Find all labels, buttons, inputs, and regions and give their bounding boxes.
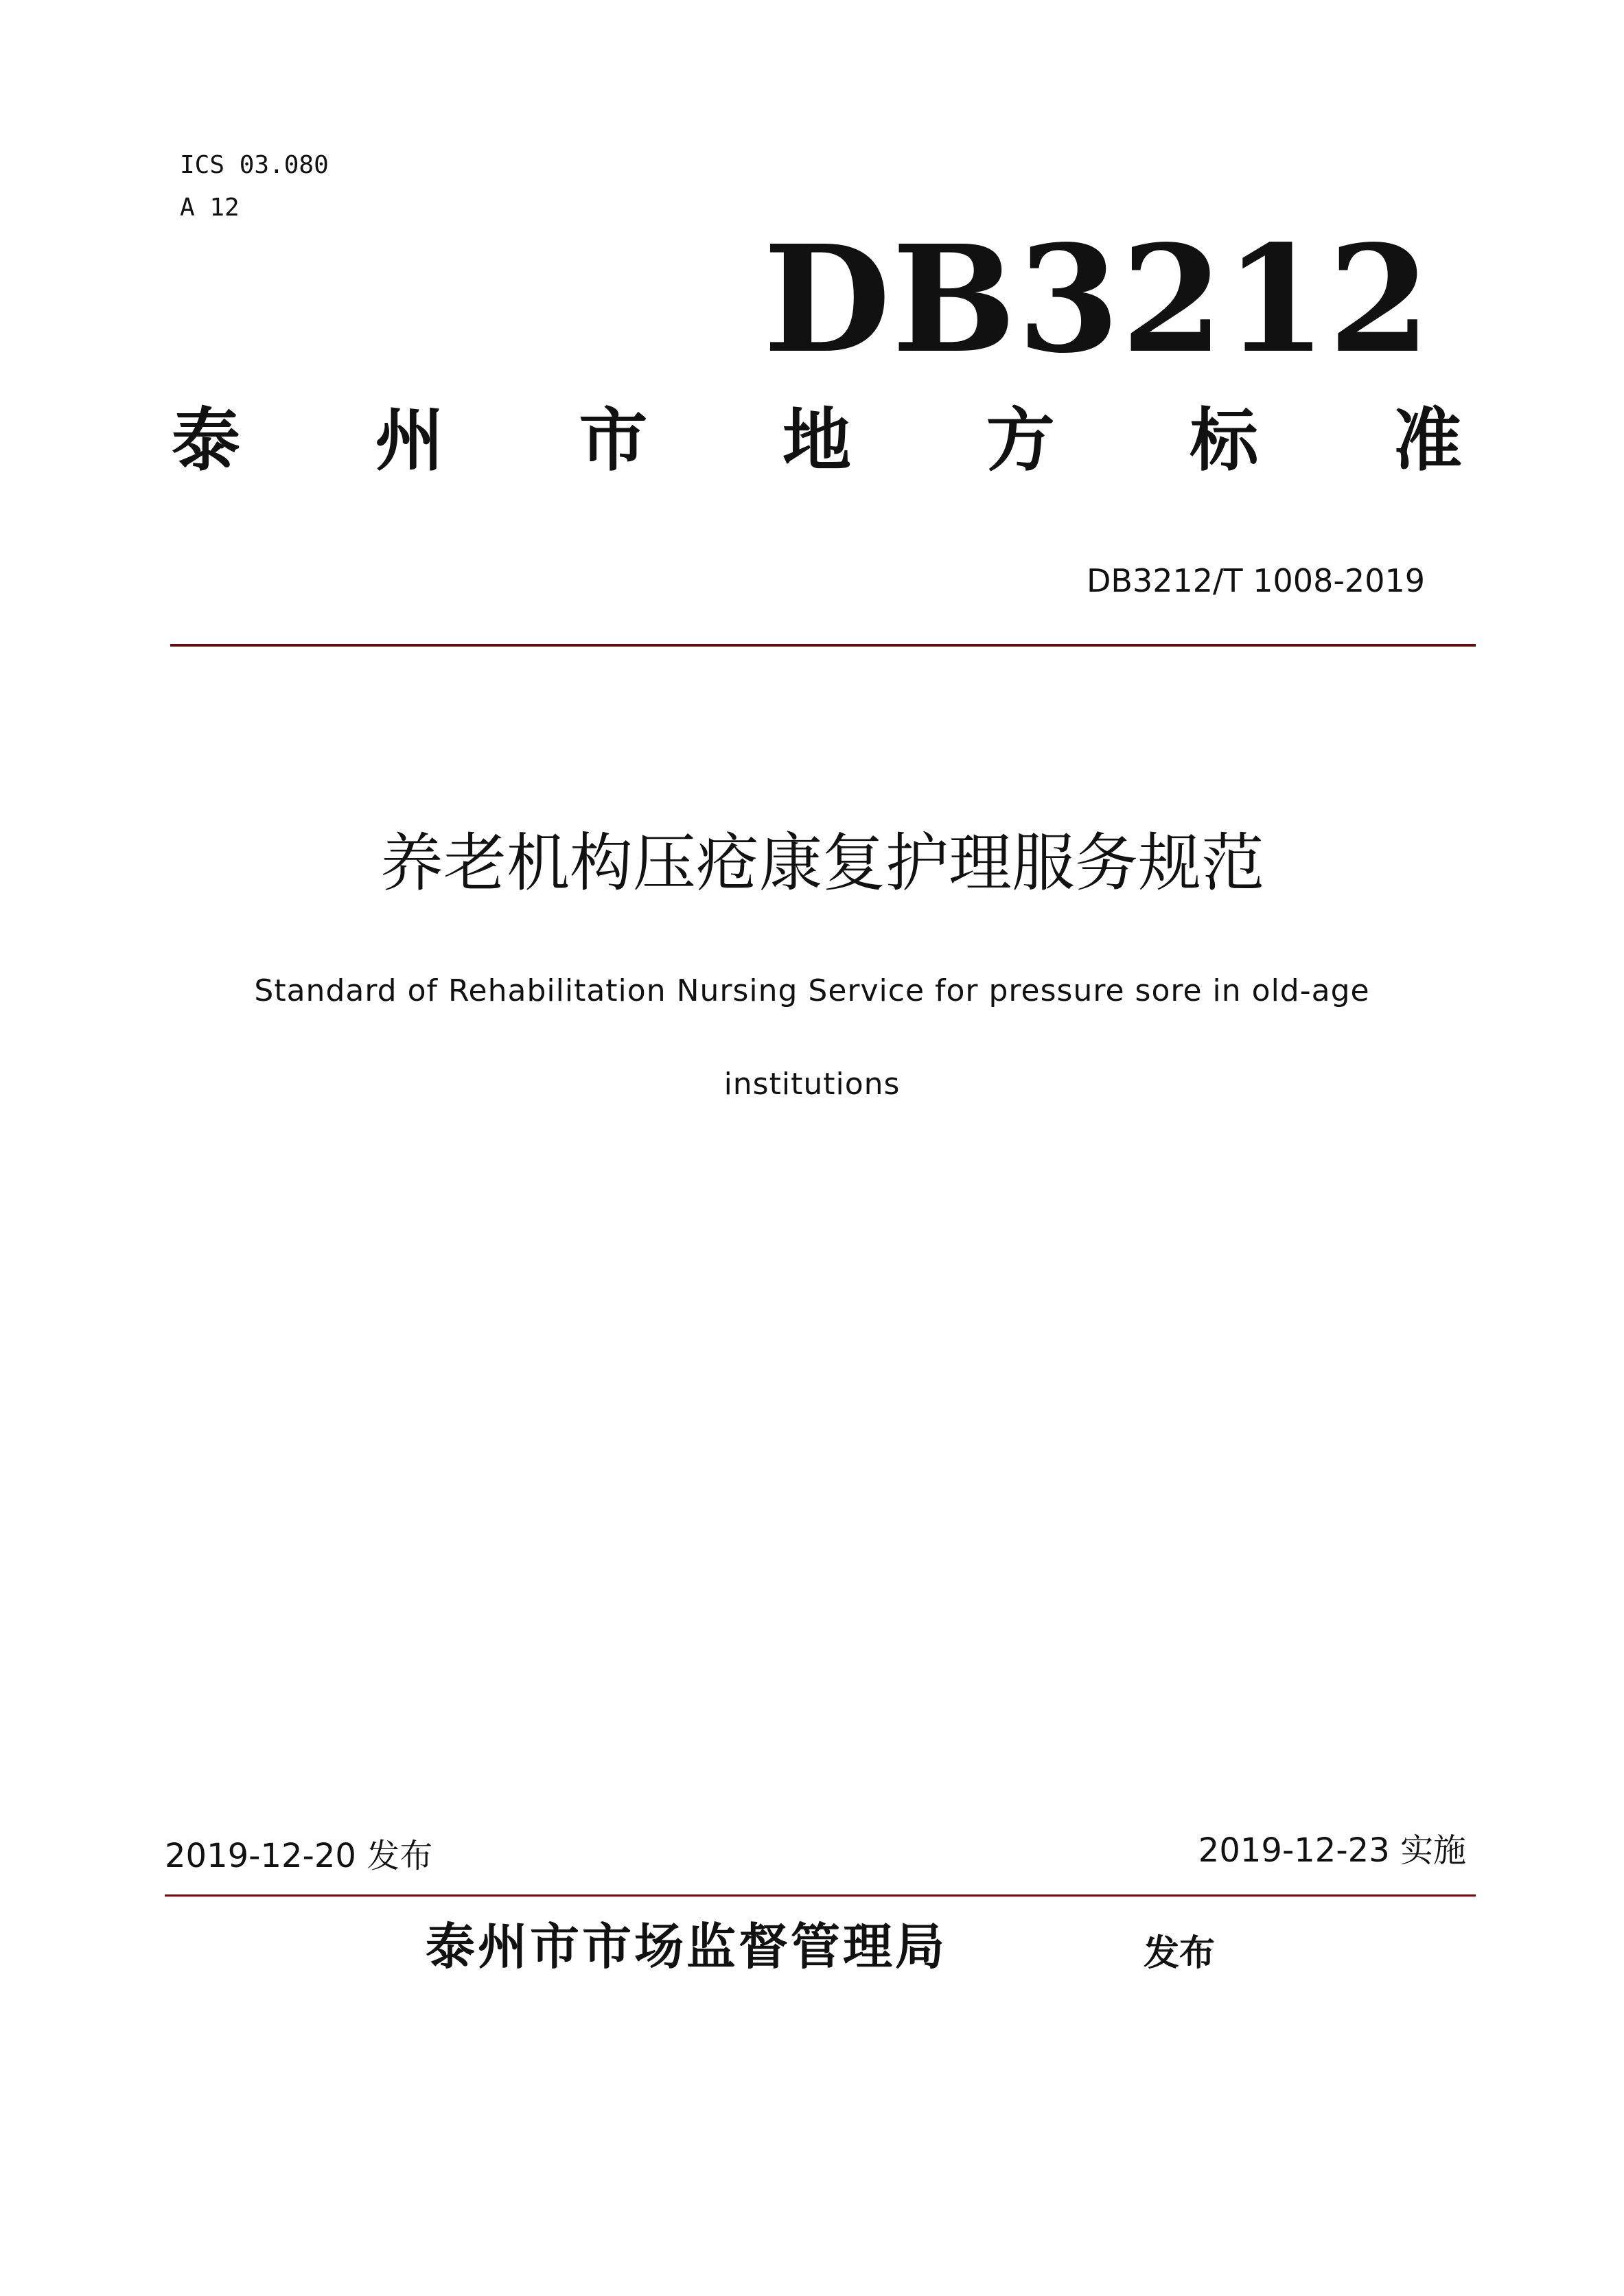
classification-codes xyxy=(180,144,329,229)
footer-divider xyxy=(165,1894,1476,1897)
header-divider xyxy=(170,644,1476,647)
standard-type-char: 标 xyxy=(1190,400,1259,480)
standard-type-char: 泰 xyxy=(172,400,240,480)
issuing-authority-suffix: 发布 xyxy=(1144,1933,1216,1974)
standard-number: DB3212/T 1008-2019 xyxy=(1087,562,1425,599)
standard-type-heading xyxy=(172,400,1462,480)
standard-type-char: 市 xyxy=(579,400,648,480)
english-title-line-2: institutions xyxy=(723,1067,901,1102)
issue-date: 2019-12-20 发布 xyxy=(165,1837,433,1875)
document-title-english xyxy=(0,944,1624,1131)
issuing-authority: 泰州市市场监督管理局 xyxy=(426,1918,948,1975)
implementation-date: 2019-12-23 实施 xyxy=(1198,1831,1466,1870)
english-title-line-1: Standard of Rehabilitation Nursing Service for pressure sore in old-age xyxy=(254,973,1370,1008)
standard-type-char: 州 xyxy=(375,400,444,480)
standard-type-char: 地 xyxy=(782,400,851,480)
ccs-code: A 12 xyxy=(180,194,240,222)
standard-type-char: 方 xyxy=(986,400,1055,480)
ics-code: ICS 03.080 xyxy=(180,151,329,179)
standard-code: DB3212 xyxy=(763,213,1432,386)
document-title-chinese: 养老机构压疮康复护理服务规范 xyxy=(380,826,1264,900)
standard-type-char: 准 xyxy=(1393,400,1462,480)
